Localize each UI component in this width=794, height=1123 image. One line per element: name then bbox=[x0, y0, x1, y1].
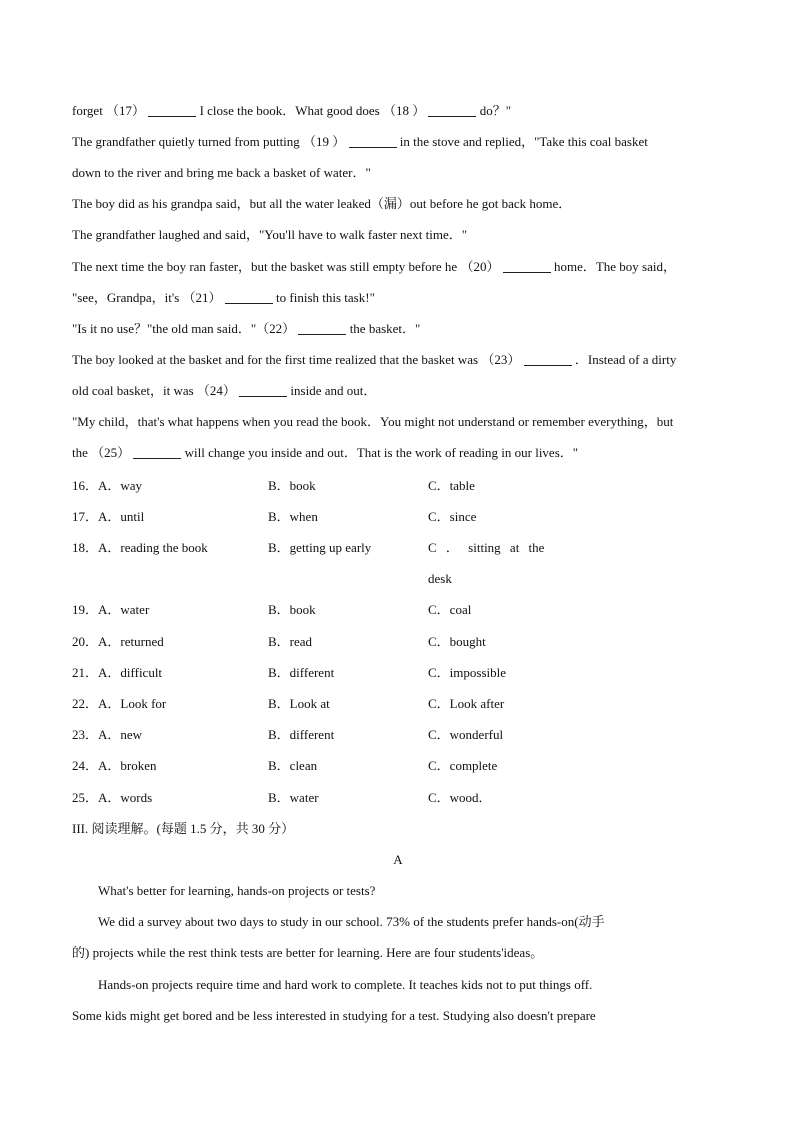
option-b: B．water bbox=[268, 790, 319, 805]
option-b: B．book bbox=[268, 602, 316, 617]
option-c: C．impossible bbox=[428, 665, 507, 680]
option-b: B．different bbox=[268, 665, 335, 680]
option-c: C．wood． bbox=[428, 790, 492, 805]
text: "see，Grandpa，it's （21） bbox=[72, 290, 222, 305]
option-c: C．wonderful bbox=[428, 727, 504, 742]
passage-line bbox=[72, 103, 511, 119]
answer-blank bbox=[428, 104, 476, 117]
passage-line: "My child，that's what happens when you read the book．You might not understand or remember everything，but bbox=[72, 414, 674, 429]
passage-line bbox=[72, 259, 676, 275]
option-a: 21．A．difficult bbox=[72, 665, 163, 680]
option-c: C ． sitting at the bbox=[428, 540, 545, 555]
option-c: C．Look after bbox=[428, 696, 505, 711]
paragraph-line: Some kids might get bored and be less interested in studying for a test. Studying also doesn't prepare bbox=[72, 1008, 596, 1023]
option-c-continued: desk bbox=[428, 571, 452, 586]
text: home．The boy said， bbox=[553, 259, 676, 274]
passage-line: The boy did as his grandpa said，but all the water leaked（漏）out before he got back home． bbox=[72, 196, 572, 211]
answer-blank bbox=[298, 322, 346, 335]
text: the （25） bbox=[72, 445, 131, 460]
option-a: 19．A．water bbox=[72, 602, 150, 617]
section-title: III. 阅读理解。(每题 1.5 分，共 30 分） bbox=[72, 821, 295, 836]
option-c: C．coal bbox=[428, 602, 472, 617]
text: in the stove and replied，"Take this coal basket bbox=[399, 134, 648, 149]
paragraph-line: Hands-on projects require time and hard work to complete. It teaches kids not to put things off. bbox=[98, 977, 593, 992]
text: The next time the boy ran faster，but the basket was still empty before he （20） bbox=[72, 259, 500, 274]
passage-line bbox=[72, 445, 578, 461]
option-b: B．read bbox=[268, 634, 313, 649]
paragraph-line: We did a survey about two days to study in our school. 73% of the students prefer hands-on(动手 bbox=[98, 914, 605, 929]
option-a: 18．A．reading the book bbox=[72, 540, 208, 555]
option-a: 16．A．way bbox=[72, 478, 143, 493]
paragraph-line: 的) projects while the rest think tests are better for learning. Here are four students'ideas。 bbox=[72, 945, 544, 960]
option-c: C．since bbox=[428, 509, 477, 524]
passage-line bbox=[72, 134, 648, 150]
option-b: B．different bbox=[268, 727, 335, 742]
passage-line bbox=[72, 383, 376, 399]
option-a: 25．A．words bbox=[72, 790, 153, 805]
option-a: 22．A．Look for bbox=[72, 696, 167, 711]
text: to finish this task!" bbox=[276, 290, 375, 305]
answer-blank bbox=[503, 260, 551, 273]
answer-blank bbox=[239, 384, 287, 397]
text: ．Instead of a dirty bbox=[574, 352, 677, 367]
paragraph-line: What's better for learning, hands-on projects or tests? bbox=[98, 883, 376, 898]
option-a: 23．A．new bbox=[72, 727, 143, 742]
option-a: 20．A．returned bbox=[72, 634, 164, 649]
passage-line bbox=[72, 290, 375, 306]
text: forget （17） bbox=[72, 103, 146, 118]
text: the basket．" bbox=[349, 321, 421, 336]
answer-blank bbox=[349, 135, 397, 148]
option-b: B．when bbox=[268, 509, 318, 524]
option-c: C．complete bbox=[428, 758, 498, 773]
passage-line bbox=[72, 352, 676, 368]
text: "Is it no use？"the old man said．"（22） bbox=[72, 321, 296, 336]
passage-line bbox=[72, 321, 420, 337]
answer-blank bbox=[225, 291, 273, 304]
text: The boy looked at the basket and for the first time realized that the basket was （23） bbox=[72, 352, 521, 367]
text: I close the book．What good does （18 ） bbox=[199, 103, 426, 118]
answer-blank bbox=[148, 104, 196, 117]
text: will change you inside and out．That is the work of reading in our lives．" bbox=[184, 445, 579, 460]
option-b: B．Look at bbox=[268, 696, 330, 711]
option-b: B．book bbox=[268, 478, 316, 493]
option-c: C．bought bbox=[428, 634, 486, 649]
text: The grandfather quietly turned from putting （19 ） bbox=[72, 134, 346, 149]
option-b: B．clean bbox=[268, 758, 318, 773]
answer-blank bbox=[524, 353, 572, 366]
option-c: C．table bbox=[428, 478, 475, 493]
text: old coal basket，it was （24） bbox=[72, 383, 236, 398]
passage-line: down to the river and bring me back a basket of water．" bbox=[72, 165, 371, 180]
option-a: 24．A．broken bbox=[72, 758, 157, 773]
answer-blank bbox=[133, 446, 181, 459]
text: do？" bbox=[479, 103, 512, 118]
part-heading: A bbox=[393, 852, 403, 867]
text: inside and out． bbox=[290, 383, 377, 398]
option-a: 17．A．until bbox=[72, 509, 145, 524]
passage-line: The grandfather laughed and said，"You'll have to walk faster next time．" bbox=[72, 227, 468, 242]
option-b: B．getting up early bbox=[268, 540, 372, 555]
